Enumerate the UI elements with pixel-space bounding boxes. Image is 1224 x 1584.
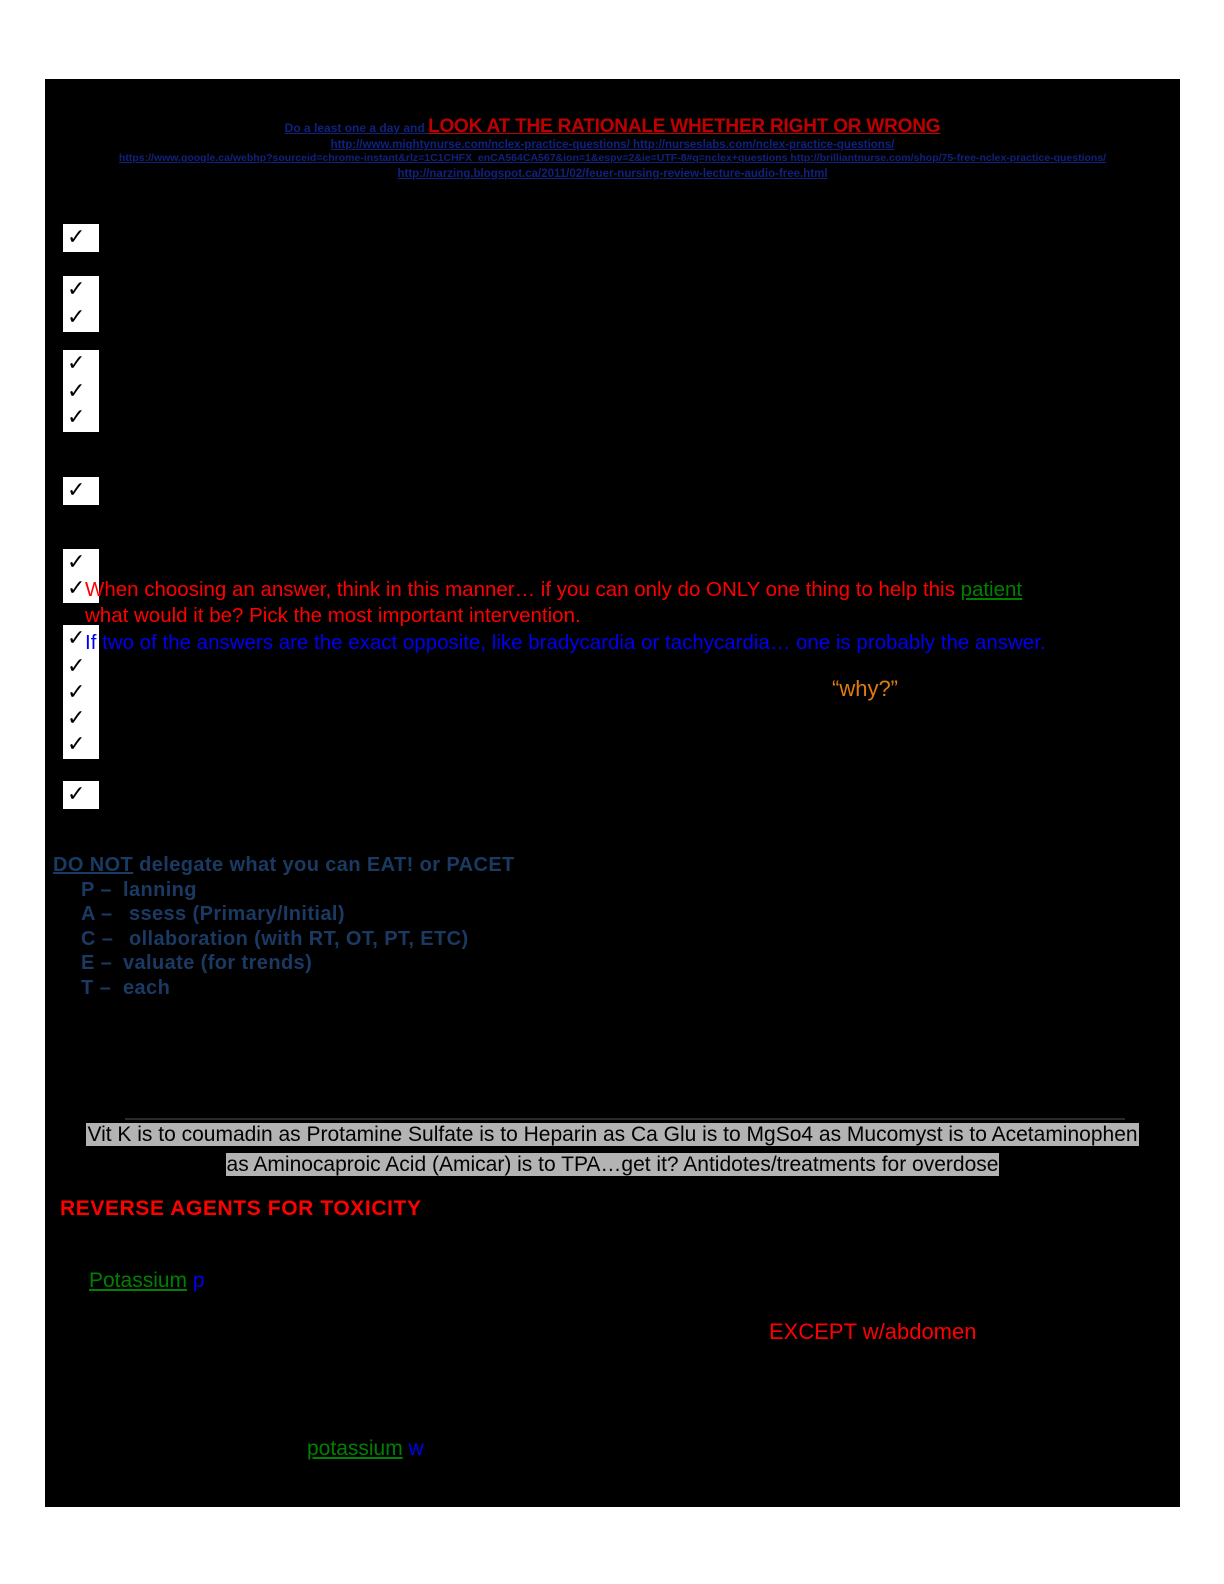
- pacet-letter-1: A –: [81, 903, 113, 925]
- checkbox-bullet-6[interactable]: ✓: [63, 404, 99, 432]
- pacet-row-2: [53, 927, 515, 952]
- pacet-row-1: [53, 902, 515, 927]
- tip-opposite-answers: If two of the answers are the exact opposite, like bradycardia or tachycardia… one is probably the answer.: [85, 631, 1046, 654]
- pacet-row-4: [53, 976, 515, 1001]
- checkbox-bullet-2[interactable]: ✓: [63, 276, 99, 304]
- pacet-text-4: each: [123, 976, 171, 999]
- header-line-2: [45, 139, 1180, 152]
- reverse-agents-heading: REVERSE AGENTS FOR TOXICITY: [60, 1197, 422, 1220]
- header-line-3: [45, 153, 1180, 165]
- link-narzing-blogspot[interactable]: http://narzing.blogspot.ca/2011/02/feuer-nursing-review-lecture-audio-free.html: [397, 167, 828, 180]
- tip-choosing-answer-line2: what would it be? Pick the most important intervention.: [85, 604, 581, 627]
- checkbox-bullet-15[interactable]: ✓: [63, 781, 99, 809]
- header-emphasis-text: LOOK AT THE RATIONALE WHETHER RIGHT OR WRONG: [428, 116, 941, 137]
- tip-choosing-answer-text: When choosing an answer, think in this manner… if you can only do ONLY one thing to help this: [85, 578, 961, 601]
- link-nurseslabs[interactable]: http://nurseslabs.com/nclex-practice-questions/: [629, 139, 895, 152]
- potassium-entry-1: [89, 1269, 205, 1293]
- potassium-label-1: Potassium: [89, 1269, 188, 1292]
- antidote-line-2-wrap: [45, 1150, 1180, 1180]
- pacet-letter-2: C –: [81, 927, 114, 950]
- pacet-title: [53, 853, 515, 878]
- antidote-block: [45, 1120, 1180, 1180]
- potassium-suffix-2: w: [402, 1437, 424, 1460]
- pacet-letter-0: P –: [81, 878, 112, 901]
- checkbox-bullet-11[interactable]: ✓: [63, 653, 99, 681]
- antidote-line-2: as Aminocaproic Acid (Amicar) is to TPA…get it? Antidotes/treatments for overdose: [226, 1153, 999, 1176]
- pacet-letter-4: T –: [81, 976, 112, 999]
- antidote-line-1-wrap: [45, 1120, 1180, 1150]
- potassium-entry-2: [307, 1437, 424, 1461]
- pacet-text-0: lanning: [123, 878, 197, 901]
- antidote-line-1: Vit K is to coumadin as Protamine Sulfate is to Heparin as Ca Glu is to MgSo4 as Mucomyst is to Acetaminophen: [87, 1123, 1138, 1146]
- link-google-search[interactable]: https://www.google.ca/webhp?sourceid=chrome-instant&rlz=1C1CHFX_enCA564CA567&ion=1&espv=2&ie=UTF-8#q=nclex+questions: [118, 152, 788, 165]
- checkbox-bullet-7[interactable]: ✓: [63, 477, 99, 505]
- slide-canvas: [45, 79, 1180, 1507]
- link-mightynurse[interactable]: http://www.mightynurse.com/nclex-practice-questions/: [330, 139, 630, 152]
- checkbox-bullet-3[interactable]: ✓: [63, 304, 99, 332]
- tip-choosing-answer-line1: [85, 577, 1022, 603]
- why-quote: “why?”: [832, 676, 899, 701]
- header-line-4: [45, 168, 1180, 181]
- header-link-block: [45, 116, 1180, 181]
- pacet-text-3: valuate (for trends): [123, 952, 313, 974]
- link-brilliantnurse[interactable]: http://brilliantnurse.com/shop/75-free-nclex-practice-questions/: [787, 152, 1107, 165]
- pacet-do-not-text: DO NOT: [53, 854, 134, 876]
- pacet-text-1: ssess (Primary/Initial): [123, 903, 345, 925]
- pacet-text-2: ollaboration (with RT, OT, PT, ETC): [123, 927, 469, 950]
- checkbox-bullet-9[interactable]: ✓: [63, 575, 99, 603]
- checkbox-bullet-4[interactable]: ✓: [63, 350, 99, 378]
- checkbox-bullet-8[interactable]: ✓: [63, 549, 99, 577]
- checkbox-bullet-14[interactable]: ✓: [63, 731, 99, 759]
- checkbox-bullet-12[interactable]: ✓: [63, 679, 99, 707]
- patient-link[interactable]: patient: [960, 578, 1023, 601]
- header-intro-text: Do a least one a day and: [284, 121, 429, 135]
- potassium-suffix-1: p: [187, 1269, 205, 1292]
- pacet-letter-3: E –: [81, 952, 113, 974]
- checkbox-bullet-10[interactable]: ✓: [63, 625, 99, 653]
- pacet-row-0: [53, 878, 515, 903]
- pacet-row-3: [53, 951, 515, 976]
- pacet-rows: [53, 878, 515, 1001]
- potassium-label-2: potassium: [307, 1437, 403, 1460]
- checkbox-bullet-1[interactable]: ✓: [63, 224, 99, 252]
- pacet-block: [53, 853, 515, 1000]
- pacet-title-rest: delegate what you can EAT! or PACET: [133, 854, 515, 876]
- header-line-1: [45, 116, 1180, 137]
- checkbox-bullet-5[interactable]: ✓: [63, 378, 99, 406]
- checkbox-bullet-13[interactable]: ✓: [63, 705, 99, 733]
- except-abdomen-note: EXCEPT w/abdomen: [769, 1319, 977, 1344]
